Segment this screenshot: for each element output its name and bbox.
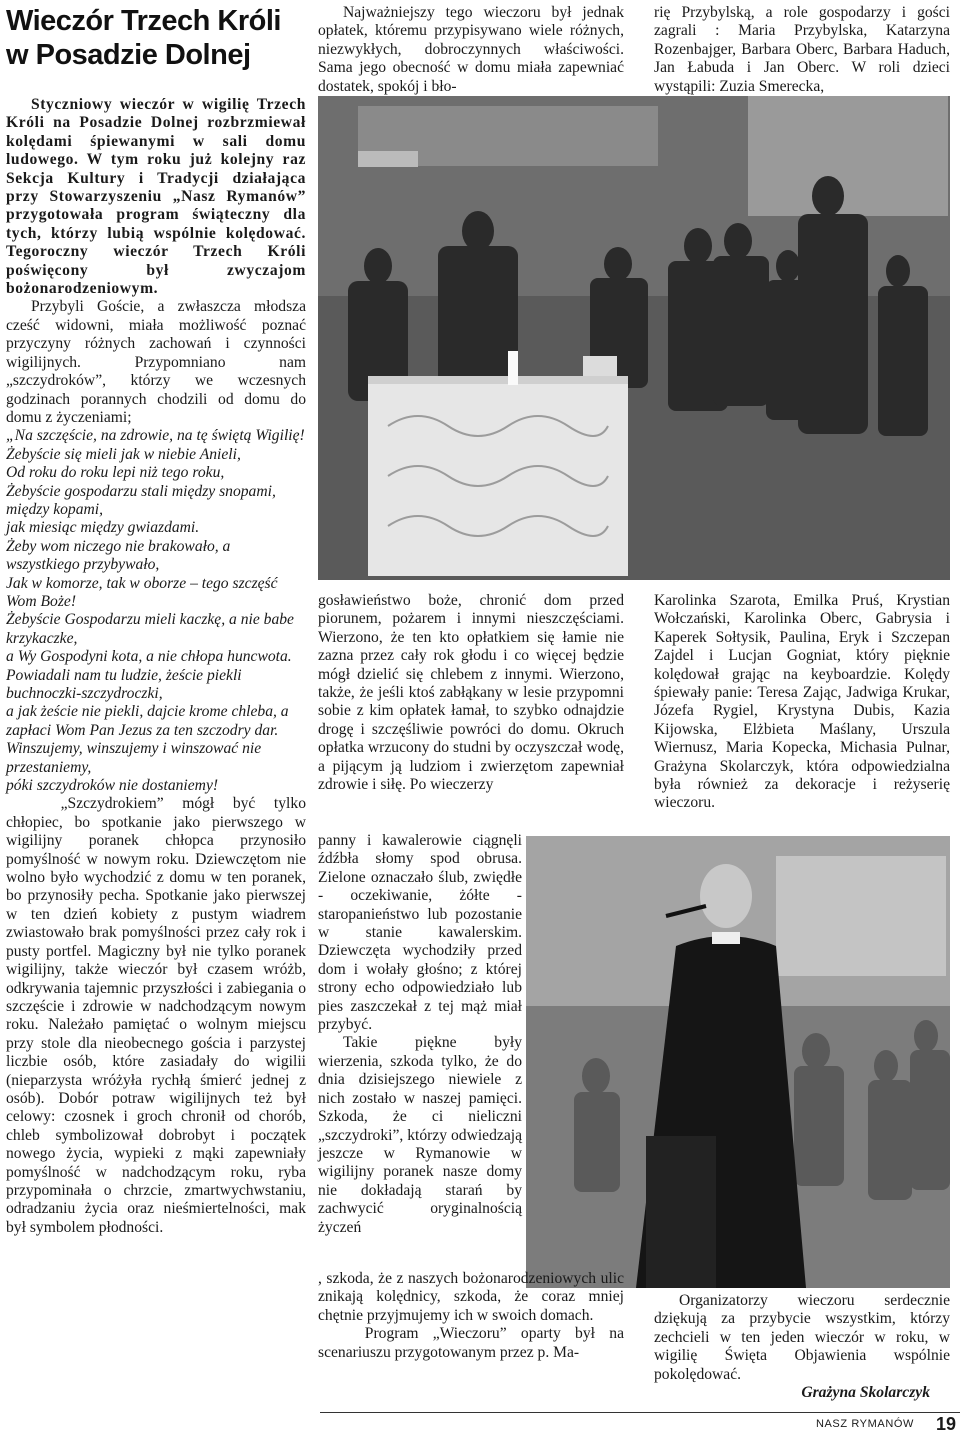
closing-paragraph: Organizatorzy wieczoru serdecznie dziękują za przybycie wszystkim, którzy zechcieli w ten jeden wieczór w roku, w wigilię Święta Objawienia wspólnie pokolędować. xyxy=(654,1292,950,1383)
article-title: Wieczór Trzech Króli w Posadzie Dolnej xyxy=(6,5,281,71)
photo-priest xyxy=(526,836,950,1288)
poem-line: „Na szczęście, na zdrowie, na tę świętą Wigilię! xyxy=(6,427,305,445)
poem-line: Żebyście Gospodarzu mieli kaczkę, a nie babe krzykaczke, xyxy=(6,611,294,647)
column-2-middle xyxy=(318,592,624,794)
column-2-narrow xyxy=(318,832,522,1237)
paragraph: panny i kawalerowie ciągnęli źdźbła słomy spod obrusa. Zielone oznaczało ślub, zwiędłe - oczekiwanie, żółte - staropanieństwo lub pozostanie w stanie kawalerskim. Dziewczęta wychodziły przed dom i wołały głośno; z której strony echo odpowiedziało lub pies zaszczekał z tej mąż miał przybyć. xyxy=(318,832,522,1034)
paragraph: „Szczydrokiem” mógł być tylko chłopiec, bo spotkanie jako pierwszego w wigilijny poranek chłopca przynosiło pomyślność w nowym roku. Dziewczętom nie wolno było wychodzić z domu w ten poranek, bo przynosiły pecha. Spotkanie jako pierwszej w ten dzień kobiety z pustym wiadrem zwiastowało brak pomyślności przez cały rok i pusty portfel. Magiczny był nie tylko poranek wigilijny, także wieczór był czasem wróżb, odkrywania tajemnic przyszłości i zabiegania o szczęście i zdrowie w nadchodzącym nowym roku. Należało pamiętać o wolnym miejscu przy stole dla nieobecnego gościa i parzystej liczbie osób, które zasiadały do wigilii (nieparzysta wróżyła rychłą śmierć jednej z osób). Dobór potraw wigilijnych też był celowy: czosnek i groch chronił od chorób, chleb symbolizował dobrobyt i początek nowego życia, wypieki z mąki zapewniały pomyślność w nadchodzącym roku, ryba przypominała o chrzcie, zmartwychwstaniu, odradzaniu życia oraz nieśmiertelności, mak był symbolem płodności. xyxy=(6,795,306,1236)
photo-group-table xyxy=(318,96,950,580)
column-2-top xyxy=(318,4,624,96)
poem-line: póki szczydroków nie dostaniemy! xyxy=(6,777,219,795)
paragraph: Przybyli Goście, a zwłaszcza młodsza cześć widowni, miała możliwość poznać przyczyny różnych zachowań i czynności wigilijnych. Przypomniano nam „szczydroków”, którzy we wczesnych godzinach porannych chodzili od domu do domu z życzeniami; xyxy=(6,298,306,426)
poem-line: Żebyście się mieli jak w niebie Anieli, xyxy=(6,445,241,463)
column-2-bottom xyxy=(318,1270,624,1362)
magazine-name: NASZ RYMANÓW xyxy=(815,1418,914,1430)
poem xyxy=(6,427,306,795)
column-3-closing xyxy=(654,1292,950,1402)
poem-line: Żebyście gospodarzu stali między snopami, między kopami, xyxy=(6,482,276,518)
poem-line: a jak żeście nie piekli, dajcie krome chleba, a zapłaci Wom Pan Jezus za ten szczodry dar. xyxy=(6,703,289,739)
paragraph: Najważniejszy tego wieczoru był jednak opłatek, któremu przypisywano wiele różnych, niezwykłych, dobroczynnych właściwości. Sama jego obecność w domu miała zapewniać dostatek, spokój i bło- xyxy=(318,4,624,95)
paragraph: , szkoda, że z naszych bożonarodzeniowych ulic znikają kolędnicy, szkoda, że coraz mniej chętnie przyjmujemy ich w swoich domach. xyxy=(318,1270,624,1324)
poem-line: Żeby wom niczego nie brakowało, a wszystkiego przybywało, xyxy=(6,537,231,574)
paragraph: Takie piękne były wierzenia, szkoda tylko, że do dnia dzisiejszego niewiele z nich zostało w naszej pamięci. Szkoda, że ci nieliczni „szczydroki”, którzy odwiedzają jeszcze w Rymanowie w wigilijny poranek nasze domy nie dokładają starań by zachwycić oryginalnością życzeń xyxy=(318,1034,522,1236)
page-number: 19 xyxy=(935,1414,956,1434)
column-3-top xyxy=(654,4,950,96)
column-1 xyxy=(6,96,306,1237)
paragraph: Karolinka Szarota, Emilka Pruś, Krystian Wołczański, Karolinka Oberc, Gabrysia i Kaperek Sołtysik, Paulina, Eryk i Szczepan Zajdel i Lucjan Gogniat, który pięknie kolędował grając na keyboardzie. Kolędy śpiewały panie: Teresa Zając, Jadwiga Krukar, Józefa Rygiel, Krystyna Dubis, Kazia Kijowska, Elżbieta Maślany, Urszula Wiernusz, Maria Kopecka, Michasia Pulnar, Grażyna Skolarczyk, która odpowiedzialna była również za dekoracje i reżyserię wieczoru. xyxy=(654,592,950,812)
column-3-middle xyxy=(654,592,950,813)
footer-rule xyxy=(320,1412,960,1413)
paragraph: Program „Wieczoru” oparty był na scenariuszu przygotowanym przez p. Ma- xyxy=(318,1325,624,1361)
poem-line: Powiadali nam tu ludzie, żeście piekli buchnoczki-szczydroczki, xyxy=(6,666,242,702)
paragraph: rię Przybylską, a role gospodarzy i gości zagrali : Maria Przybylska, Katarzyna Rozenbajger, Barbara Oberc, Barbara Haduch, Jan Łabuda i Jan Oberc. W roli dzieci wystąpili: Zuzia Smerecka, xyxy=(654,4,950,95)
photo-priest-image xyxy=(526,836,950,1288)
lead-paragraph: Styczniowy wieczór w wigilię Trzech Króli na Posadzie Dolnej rozbrzmiewał kolędami śpiewanymi w sali domu ludowego. W tym roku już kolejny raz Sekcja Kultury i Tradycji działająca przy Stowarzyszeniu „Nasz Rymanów” przygotowała program świąteczny dla tych, którzy lubią wspólnie kolędować. Tegoroczny wieczór Trzech Króli poświęcony był zwyczajom bożonarodzeniowym. xyxy=(6,96,306,298)
photo-group-table-image xyxy=(318,96,950,580)
poem-line: Jak w komorze, tak w oborze – tego szczęść Wom Boże! xyxy=(6,574,278,610)
author-signature: Grażyna Skolarczyk xyxy=(801,1384,930,1402)
poem-line: Od roku do roku lepi niż tego roku, xyxy=(6,464,225,482)
poem-line: jak miesiąc między gwiazdami. xyxy=(6,519,200,537)
paragraph: gosławieństwo boże, chronić dom przed piorunem, pożarem i innymi nieszczęściami. Wierzono, że ten kto opłatkiem się łamie nie zazna przez cały rok głodu i co więcej będzie mógł dzielić się chlebem z innymi. Wierzono, także, że jeśli ktoś zabłąkany w lesie przypomni sobie z kim opłatek łamał, to szybko odnajdzie drogę i szczęśliwie powróci do domu. Okruch opłatka wrzucony do studni by oczyszczał wodę, a pijącym ją ludziom i zwierzętom zapewniał zdrowie i siłę. Po wieczerzy xyxy=(318,592,624,794)
poem-line: a Wy Gospodyni kota, a nie chłopa huncwota. xyxy=(6,648,292,666)
poem-line: Winszujemy, winszujemy i winszować nie przestaniemy, xyxy=(6,740,262,776)
page-footer xyxy=(0,1404,960,1435)
